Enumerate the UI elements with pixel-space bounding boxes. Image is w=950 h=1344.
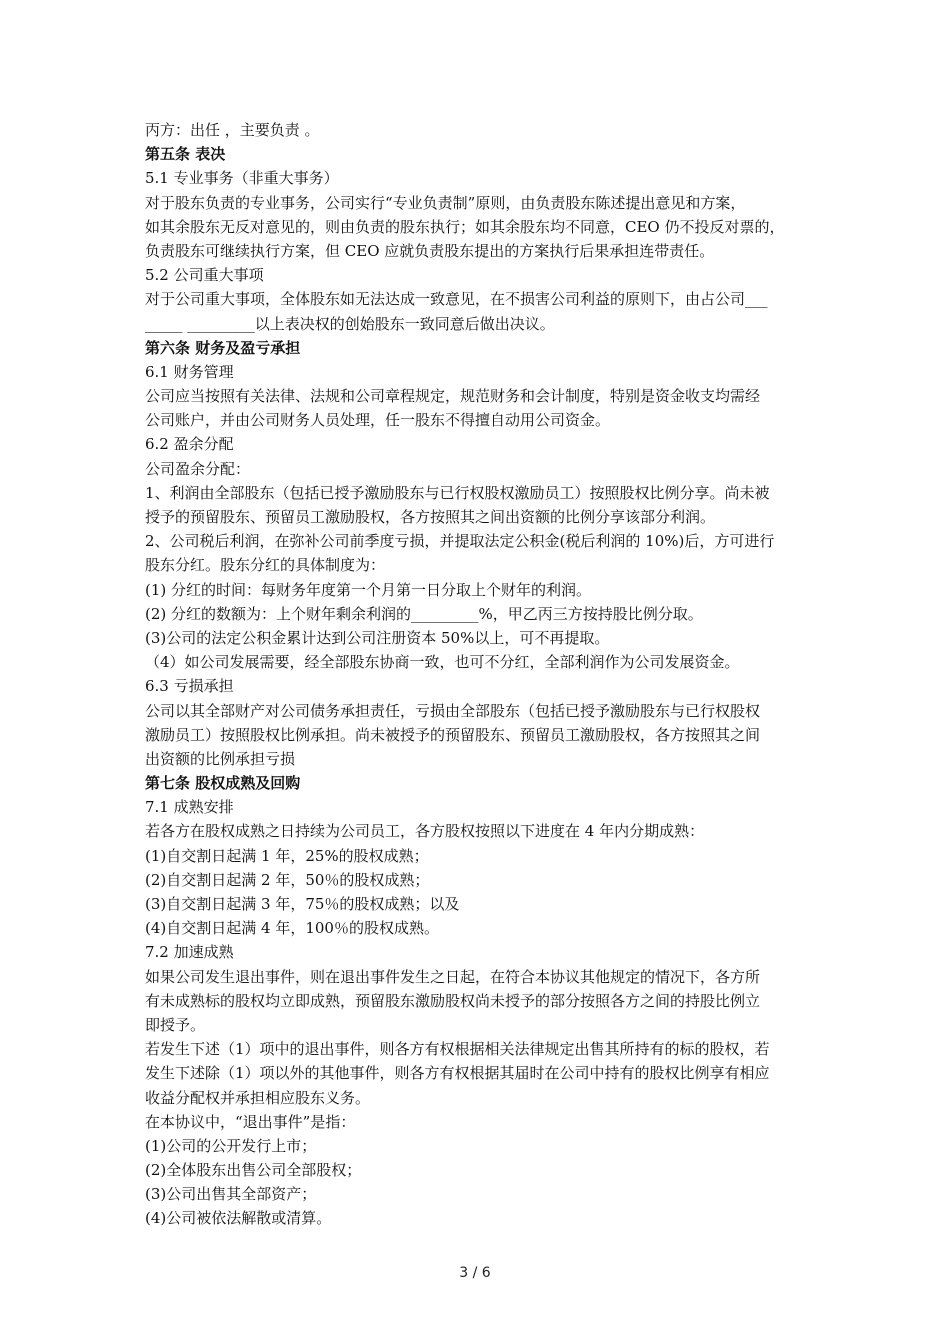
text-line: 授予的预留股东、预留员工激励股权，各方按照其之间出资额的比例分享该部分利润。 [145, 508, 716, 526]
text-line: 即授予。 [145, 1015, 206, 1034]
text-line: 5.2 公司重大事项 [145, 266, 264, 285]
text-line: 7.2 加速成熟 [145, 943, 234, 962]
text-line: 收益分配权并承担相应股东义务。 [145, 1088, 371, 1107]
text-line: (1)自交割日起满 1 年，25%的股权成熟； [145, 846, 429, 865]
text-line: 出资额的比例承担亏损 [145, 749, 296, 768]
section-heading: 第七条 股权成熟及回购 [145, 774, 301, 793]
text-line: (3)公司出售其全部资产； [145, 1185, 317, 1204]
text-line: 6.1 财务管理 [145, 362, 234, 381]
text-line: (1)公司的公开发行上市； [145, 1136, 317, 1155]
section-heading: 第五条 表决 [145, 145, 226, 164]
text-line: 激励员工）按照股权比例承担。尚未被授予的预留股东、预留员工激励股权，各方按照其之间 [145, 725, 761, 744]
text-line: 在本协议中，“退出事件”是指： [145, 1112, 356, 1131]
text-line: 若发生下述（1）项中的退出事件，则各方有权根据相关法律规定出售其所持有的标的股权，若 [145, 1040, 770, 1059]
text-line: (2)自交割日起满 2 年，50％的股权成熟； [145, 870, 430, 889]
text-line: 丙方：出任 ，主要负责 。 [145, 121, 320, 139]
text-line: (1) 分红的时间：每财务年度第一个月第一日分取上个财年的利润。 [145, 580, 592, 599]
text-line: 如果公司发生退出事件，则在退出事件发生之日起，在符合本协议其他规定的情况下，各方所 [145, 967, 761, 986]
section-heading: 第六条 财务及盈亏承担 [145, 338, 301, 357]
text-line: 6.3 亏损承担 [145, 677, 234, 696]
text-line: 对于公司重大事项，全体股东如无法达成一致意见，在不损害公司利益的原则下，由占公司___ [145, 290, 768, 309]
text-line: 股东分红。股东分红的具体制度为： [145, 556, 386, 575]
text-line: (3)自交割日起满 3 年，75％的股权成熟；以及 [145, 895, 460, 913]
page-number: 3 / 6 [459, 1265, 491, 1281]
text-line: 1、利润由全部股东（包括已授予激励股东与已行权股权激励员工）按照股权比例分享。尚未被 [145, 483, 770, 502]
text-line: 对于股东负责的专业事务，公司实行“专业负责制”原则，由负责股东陈述提出意见和方案， [145, 193, 746, 212]
text-line: 若各方在股权成熟之日持续为公司员工，各方股权按照以下进度在 4 年内分期成熟： [145, 822, 705, 841]
text-line: (4)自交割日起满 4 年，100％的股权成熟。 [145, 919, 439, 938]
text-line: (2) 分红的数额为：上个财年剩余利润的_________%，甲乙丙三方按持股比例分取。 [145, 604, 703, 623]
text-line: (2)全体股东出售公司全部股权； [145, 1161, 362, 1180]
text-line: (4)公司被依法解散或清算。 [145, 1209, 332, 1228]
text-line: 如其余股东无反对意见的，则由负责的股东执行；如其余股东均不同意，CEO 仍不投反对票的， [145, 217, 785, 236]
text-line: 有未成熟标的股权均立即成熟，预留股东激励股权尚未授予的部分按照各方之间的持股比例立 [145, 991, 761, 1010]
text-line: 公司应当按照有关法律、法规和公司章程规定，规范财务和会计制度，特别是资金收支均需经 [145, 387, 761, 406]
text-line: 发生下述除（1）项以外的其他事件，则各方有权根据其届时在公司中持有的股权比例享有相应 [145, 1064, 770, 1083]
text-line: 负责股东可继续执行方案，但 CEO 应就负责股东提出的方案执行后果承担连带责任。 [145, 241, 715, 260]
text-line: 公司以其全部财产对公司债务承担责任，亏损由全部股东（包括已授予激励股东与已行权股权 [145, 701, 761, 720]
document-body [145, 118, 815, 1231]
text-line: 公司账户，并由公司财务人员处理，任一股东不得擅自动用公司资金。 [145, 411, 611, 430]
text-line: 7.1 成熟安排 [145, 798, 234, 817]
text-line: 2、公司税后利润，在弥补公司前季度亏损，并提取法定公积金(税后利润的 10%)后，方可进行 [145, 532, 775, 551]
text-line: (3)公司的法定公积金累计达到公司注册资本 50%以上，可不再提取。 [145, 628, 610, 647]
text-line: （4）如公司发展需要，经全部股东协商一致，也可不分红，全部利润作为公司发展资金。 [145, 653, 740, 672]
text-line: 6.2 盈余分配 [145, 435, 234, 454]
text-line: _____ _________以上表决权的创始股东一致同意后做出决议。 [145, 314, 555, 333]
text-line: 公司盈余分配： [145, 459, 251, 478]
text-line: 5.1 专业事务（非重大事务） [145, 169, 339, 188]
